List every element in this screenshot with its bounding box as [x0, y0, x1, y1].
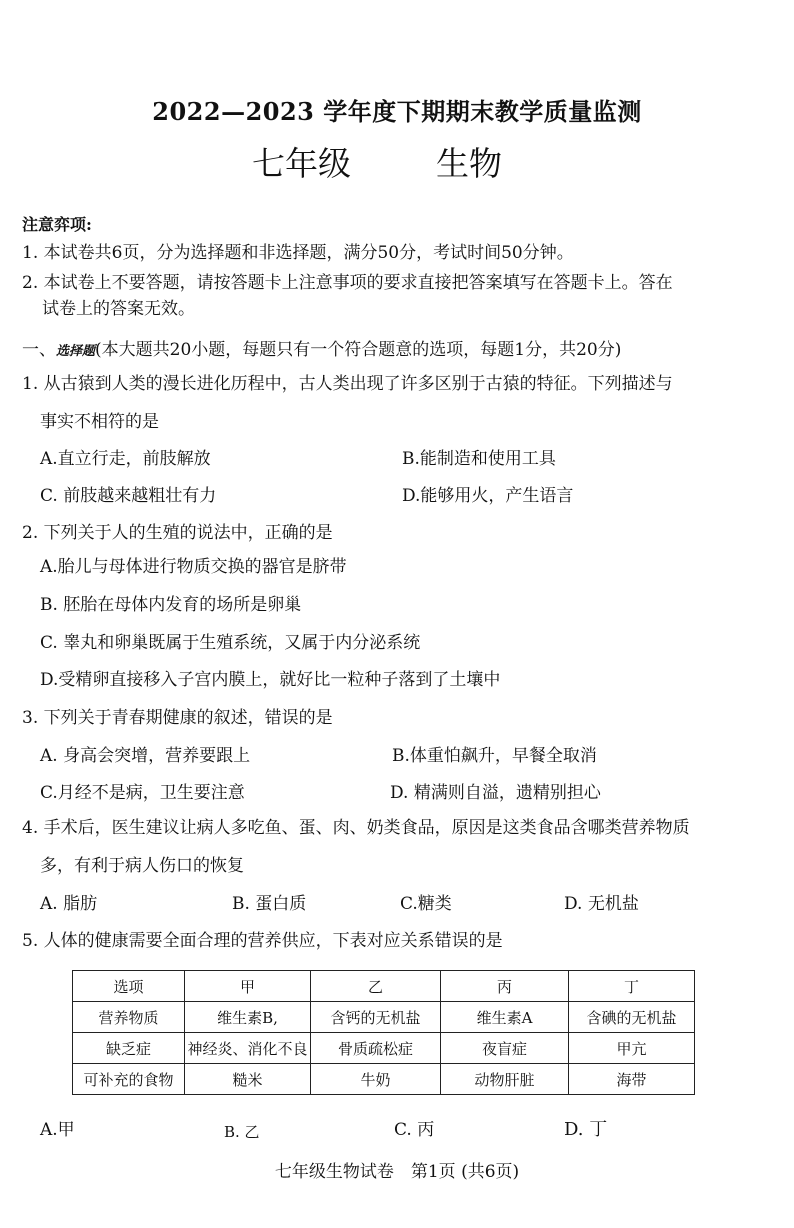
table-cell: 营养物质	[73, 1002, 185, 1033]
q2-option-d: D.受精卵直接移入子宫内膜上，就好比一粒种子落到了土壤中	[40, 670, 501, 690]
notice-heading: 注意弈项:	[22, 215, 92, 234]
table-cell: 乙	[311, 971, 441, 1002]
nutrition-table	[72, 970, 695, 1095]
table-row	[73, 1064, 695, 1095]
table-cell: 甲	[185, 971, 311, 1002]
table-cell: 丁	[569, 971, 695, 1002]
table-cell: 维生素A	[441, 1002, 569, 1033]
table-cell: 糙米	[185, 1064, 311, 1095]
notice-item-2: 2. 本试卷上不要答题，请按答题卡上注意事项的要求直接把答案填写在答题卡上。答在	[22, 273, 673, 293]
q4-stem-cont: 多，有利于病人伤口的恢复	[40, 856, 244, 876]
notice-item-2-cont: 试卷上的答案无效。	[42, 299, 195, 319]
q1-option-c: C. 前肢越来越粗壮有力	[40, 486, 217, 506]
table-cell: 骨质疏松症	[311, 1033, 441, 1064]
q1-option-d: D.能够用火，产生语言	[402, 486, 574, 506]
table-row	[73, 1033, 695, 1064]
q5-option-c: C. 丙	[394, 1120, 435, 1140]
q2-option-c: C. 睾丸和卵巢既属于生殖系统，又属于内分泌系统	[40, 633, 421, 653]
q1-option-a: A.直立行走，前肢解放	[40, 449, 211, 469]
q1-option-b: B.能制造和使用工具	[402, 449, 556, 469]
table-cell: 动物肝脏	[441, 1064, 569, 1095]
q5-option-d: D. 丁	[564, 1119, 608, 1140]
subject-label: 生物	[436, 144, 502, 183]
q4-option-d: D. 无机盐	[564, 894, 639, 914]
table-row	[73, 1002, 695, 1033]
q2-stem: 2. 下列关于人的生殖的说法中，正确的是	[22, 523, 333, 543]
q5-option-a: A.甲	[40, 1120, 75, 1140]
q1-stem: 1. 从古猿到人类的漫长进化历程中，古人类出现了许多区别于古猿的特征。下列描述与	[22, 374, 673, 394]
table-cell: 海带	[569, 1064, 695, 1095]
table-cell: 丙	[441, 971, 569, 1002]
q2-option-b: B. 胚胎在母体内发育的场所是卵巢	[40, 595, 302, 615]
q3-stem: 3. 下列关于青春期健康的叙述，错误的是	[22, 708, 333, 728]
table-cell: 含钙的无机盐	[311, 1002, 441, 1033]
q3-option-d: D. 精满则自溢，遗精别担心	[390, 783, 601, 803]
q5-stem: 5. 人体的健康需要全面合理的营养供应，下表对应关系错误的是	[22, 931, 503, 951]
q3-option-a: A. 身高会突增，营养要跟上	[40, 746, 251, 766]
q4-option-a: A. 脂肪	[40, 894, 98, 914]
q4-stem: 4. 手术后，医生建议让病人多吃鱼、蛋、肉、奶类食品，原因是这类食品含哪类营养物质	[22, 818, 690, 838]
table-cell: 缺乏症	[73, 1033, 185, 1064]
q2-option-a: A.胎儿与母体进行物质交换的器官是脐带	[40, 557, 347, 577]
table-cell: 含碘的无机盐	[569, 1002, 695, 1033]
q3-option-b: B.体重怕飙升，早餐全取消	[392, 746, 597, 766]
q3-option-c: C.月经不是病，卫生要注意	[40, 783, 245, 803]
table-cell: 选项	[73, 971, 185, 1002]
notice-item-1: 1. 本试卷共6页，分为选择题和非选择题，满分50分，考试时间50分钟。	[22, 243, 574, 263]
table-cell: 夜盲症	[441, 1033, 569, 1064]
q4-option-c: C.糖类	[400, 894, 452, 914]
q4-option-b: B. 蛋白质	[232, 894, 307, 914]
q1-stem-cont: 事实不相符的是	[40, 412, 159, 432]
table-cell: 甲亢	[569, 1033, 695, 1064]
table-cell: 维生素B,	[185, 1002, 311, 1033]
section-heading	[22, 338, 621, 364]
section-prefix: 一、	[22, 340, 56, 360]
grade-label: 七年级	[252, 144, 351, 183]
section-label: 选择题	[56, 344, 96, 359]
page-footer: 七年级生物试卷 第1页 (共6页)	[274, 1162, 520, 1182]
q5-option-b: B. 乙	[224, 1123, 260, 1141]
table-cell: 可补充的食物	[73, 1064, 185, 1095]
table-row	[73, 971, 695, 1002]
exam-title: 2022—2023 学年度下期期末教学质量监测	[152, 97, 642, 126]
section-desc: (本大题共20小题，每题只有一个符合题意的选项，每题1分，共20分)	[95, 340, 622, 360]
table-cell: 神经炎、消化不良	[185, 1033, 311, 1064]
table-cell: 牛奶	[311, 1064, 441, 1095]
